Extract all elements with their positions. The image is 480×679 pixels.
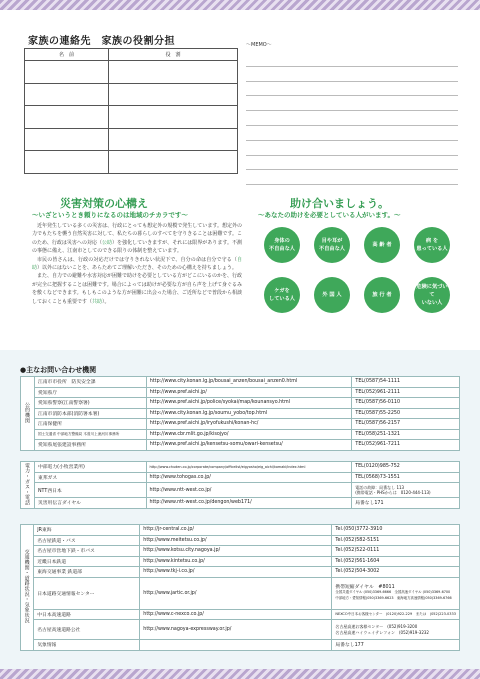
family-row: [25, 128, 238, 151]
category-label: 公的機関: [21, 377, 35, 451]
category-label: 電力・ガス・電話: [21, 462, 35, 509]
table-row: NTT西日本 http://www.ntt-west.co.jp/ 電話の故障：局番なし 113 (携帯電話・PHSからは 0120-444-113): [21, 483, 460, 498]
contacts-title: ●主なお問い合わせ機関: [20, 366, 97, 374]
table-row: 中日本高速道路 http://www.c-nexco.co.jp/ NEXCO中日本お客様センター (0120)922-229 または (052)223-0333: [21, 609, 460, 620]
help-circle: ケガを している人: [264, 277, 300, 313]
help-subtitle: 〜あなたの助けを必要としている人がいます。〜: [258, 211, 401, 219]
table-row: 名古屋鉄道・バス http://www.meitetsu.co.jp/ Tel.(052)582-5151: [21, 535, 460, 546]
help-circle: 旅 行 者: [364, 277, 400, 313]
memo-lines[interactable]: [246, 52, 458, 185]
table-row: 公的機関 江南市市役所 防災安全課 http://www.city.konan.lg.jp/bousai_anzen/bousai_anzen0.html TEL(0587)54-1111: [21, 377, 460, 388]
family-row: [25, 83, 238, 106]
help-title: 助け合いましょう。: [290, 197, 389, 210]
help-circle: 目や耳が 不自由な人: [314, 227, 350, 263]
table-row: 災害用伝言ダイヤル http://www.ntt-west.co.jp/dengon/web171/ 局番なし171: [21, 498, 460, 509]
contacts-table-utilities: [20, 461, 460, 509]
help-circle: 外 国 人: [314, 277, 350, 313]
table-row: 東海交通事業 鉄道部 http://www.tkj-i.co.jp/ Tel.(052)504-3002: [21, 567, 460, 578]
disaster-body: [32, 222, 242, 306]
table-row: 江南市消防本部(消防署本署) http://www.city.konan.lg.jp/soumu_yobo/top.html TEL(0587)55-2250: [21, 408, 460, 419]
disaster-paragraph-1: 近年発生している多くの災害は、行政にとっても想定外の規模で発生しています。想定外の力でもたちを襲う自然災害に対して、私たちの暮らしのすべてを守りきることは困難です。このため、行政は災害への対応（公助）を強化していきますが、それには限界があります。不測の事態に備え、江南市としてのできる限りの体制を整えています。: [32, 223, 242, 255]
bottom-decorative-border: [0, 669, 480, 679]
memo-label: 〜MEMO〜: [246, 42, 272, 48]
family-col-name: 名 前: [25, 49, 109, 61]
contacts-table-public: [20, 376, 460, 451]
table-row: 江南保健所 http://www.pref.aichi.jp/iryofukushi/konan-hc/ TEL(0587)56-2157: [21, 419, 460, 430]
family-row: [25, 61, 238, 84]
table-row: 日本道路交通情報センター http://www.jartic.or.jp/ 携帯短縮ダイヤル #8011 全国共通ダイヤル (050)3369-6666 全国高速ダイヤル (050)3369-6700 中部地方・愛知情報(050)3369-6623 東海地方高速情報(050)3369-6766: [21, 577, 460, 609]
table-row: 国土交通省 中部地方整備局 木曽川上流河川事務所 http://www.cbr.mlit.go.jp/kisojyo/ TEL(058)251-1321: [21, 429, 460, 440]
help-circle: 高 齢 者: [364, 227, 400, 263]
table-row: 名古屋市営地下鉄・市バス http://www.kotsu.city.nagoya.jp/ Tel.(052)522-0111: [21, 546, 460, 557]
family-row: [25, 106, 238, 129]
table-row: 愛知県尾張建設事務所 http://www.pref.aichi.jp/kensetsu-somu/owari-kensetsu/ TEL(052)961-7211: [21, 440, 460, 451]
help-circle: 危険に気づいて いない人: [414, 277, 450, 313]
table-row: 電力・ガス・電話 中部電力(小牧営業所) http://www.chuden.co.jp/corporate/company/officelist/eigyosho/eig_aichi/komaki/index.html TEL(0120)985-752: [21, 462, 460, 473]
disaster-subtitle: 〜いざというとき頼りになるのは地域のチカラです〜: [32, 211, 188, 219]
disaster-paragraph-2: 市民の皆さんは、行政の対応だけでは守りきれない状況下で、自分の命は自分で守る（自助）以外にはないことを、あらためてご理解いただき、そのための心構えを持ちましょう。: [32, 256, 242, 272]
category-label: 交通機関・道路状況・気象状況: [21, 525, 34, 651]
family-row: [25, 151, 238, 174]
family-col-role: 役 割: [109, 49, 238, 61]
family-table: [24, 48, 238, 174]
table-row: 東邦ガス http://www.tohogas.co.jp/ TEL(0568)73-1551: [21, 472, 460, 483]
table-row: 愛知県庁 http://www.pref.aichi.jp/ TEL(052)961-2111: [21, 387, 460, 398]
table-row: 気象情報 局番なし177: [21, 640, 460, 651]
table-row: 近畿日本鉄道 http://www.kintetsu.co.jp/ Tel.(052)561-1604: [21, 556, 460, 567]
top-decorative-border: [0, 0, 480, 10]
table-row: 交通機関・道路状況・気象状況 JR東海 http://jr-central.co.jp/ Tel.(050)3772-3910: [21, 525, 460, 536]
contacts-table-transport: [20, 524, 460, 651]
disaster-title: 災害対策の心構え: [60, 197, 148, 210]
table-row: 愛知県警察(江南警察署) http://www.pref.aichi.jp/police/syokai/map/kounansyo.html TEL(0587)56-0110: [21, 398, 460, 409]
disaster-paragraph-3: また、自力での避難や水害対応が困難で助けを必要としている方がどこにいるのかを、行政が完全に把握することは困難です。場合によっては助けが必要な方が自ら声を上げて身ぐるみを敷くなどできます。もしもこのような方が困難に出会った場合、ご近所などで普段から相談しておくことも重要です（共助）。: [32, 273, 243, 305]
help-circle: 身体の 不自由な人: [264, 227, 300, 263]
help-circles: [258, 227, 458, 337]
table-row: 名古屋高速道路公社 http://www.nagoya-expressway.or.jp/ 名古屋高速お客様センター (052)919-3200 名古屋高速ハイウェイテレフォン (052)919-3232: [21, 620, 460, 640]
help-circle: 病 を 患っている人: [414, 227, 450, 263]
family-section-title: 家族の連絡先 家族の役割分担: [28, 36, 175, 47]
